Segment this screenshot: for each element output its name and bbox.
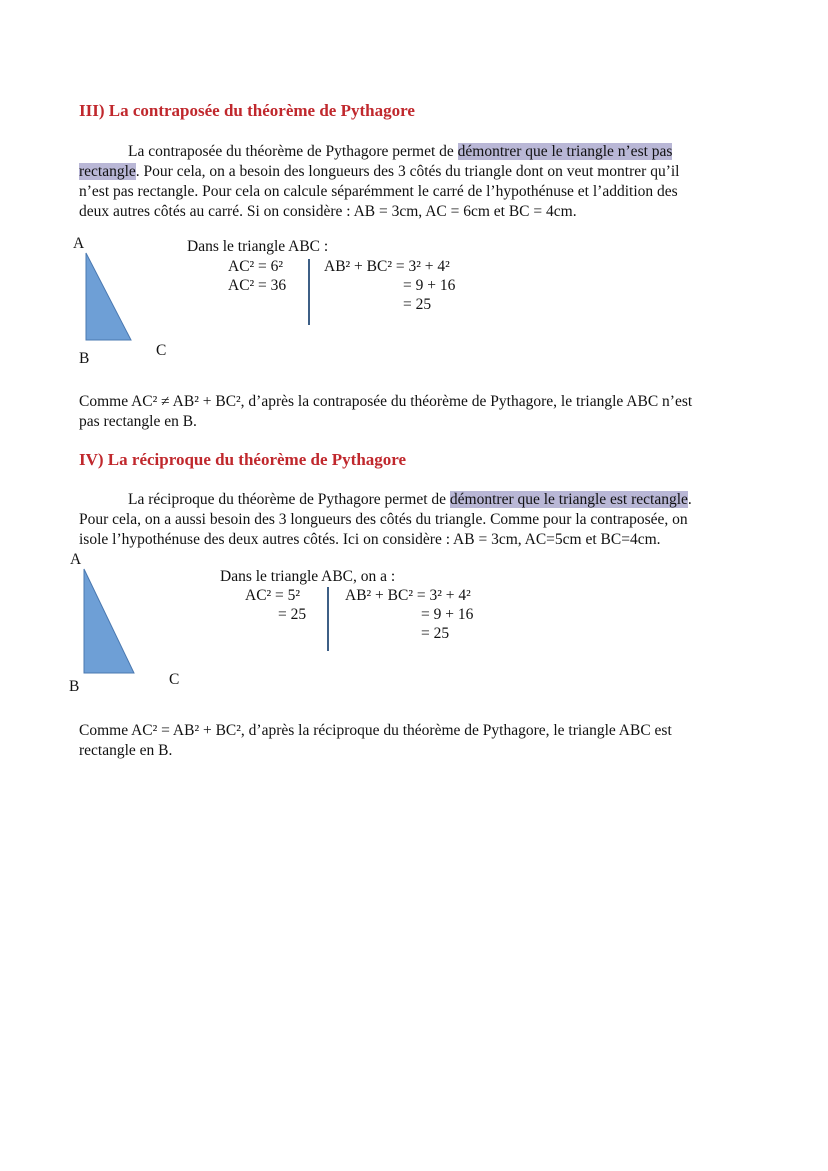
calc-right-line-2: = 9 + 16 — [403, 277, 456, 294]
section-4-heading: IV) La réciproque du théorème de Pythagore — [79, 450, 407, 469]
calc-right-line-3: = 25 — [403, 296, 432, 313]
intro-text: . — [687, 491, 692, 508]
intro-line-1 — [79, 490, 749, 510]
calc-left-line-1: AC² = 5² — [245, 587, 301, 604]
vertex-label-c: C — [156, 342, 167, 359]
calc-title: Dans le triangle ABC, on a : — [220, 568, 396, 585]
calc-divider — [327, 587, 329, 651]
calc-right-line-1: AB² + BC² = 3² + 4² — [324, 258, 450, 275]
intro-line-1 — [79, 142, 749, 162]
intro-text: . Pour cela, on a besoin des longueurs des 3 côtés du triangle dont on veut montrer qu’il — [135, 163, 680, 180]
triangle-shape — [86, 253, 131, 340]
vertex-label-a: A — [73, 235, 85, 252]
calc-left-line-2: = 25 — [278, 606, 307, 623]
calc-title: Dans le triangle ABC : — [187, 238, 329, 255]
intro-text: La réciproque du théorème de Pythagore permet de — [128, 491, 450, 508]
calc-left-line-2: AC² = 36 — [228, 277, 287, 294]
highlighted-text: rectangle — [79, 163, 136, 180]
triangle-shape — [84, 569, 134, 673]
intro-line-2 — [79, 162, 749, 182]
calc-right-line-3: = 25 — [421, 625, 450, 642]
calc-right-line-1: AB² + BC² = 3² + 4² — [345, 587, 471, 604]
vertex-label-b: B — [69, 678, 80, 695]
intro-line-2: Pour cela, on a aussi besoin des 3 longueurs des côtés du triangle. Comme pour la contraposée, on — [79, 511, 688, 528]
section-3-conclusion — [79, 392, 749, 432]
highlighted-text: démontrer que le triangle est rectangle — [449, 491, 688, 508]
section-4-intro — [79, 490, 749, 550]
section-3-intro — [79, 142, 749, 222]
right-triangle-figure — [84, 252, 134, 342]
calc-right-line-2: = 9 + 16 — [421, 606, 474, 623]
conclusion-line-1: Comme AC² ≠ AB² + BC², d’après la contraposée du théorème de Pythagore, le triangle ABC n’est — [79, 393, 693, 410]
calc-left-line-1: AC² = 6² — [228, 258, 284, 275]
conclusion-line-1: Comme AC² = AB² + BC², d’après la réciproque du théorème de Pythagore, le triangle ABC est — [79, 722, 672, 739]
highlighted-text: démontrer que le triangle n’est pas — [457, 143, 673, 160]
calc-divider — [308, 259, 310, 325]
vertex-label-b: B — [79, 350, 90, 367]
intro-line-3: n’est pas rectangle. Pour cela on calcule séparémment le carré de l’hypothénuse et l’addition des — [79, 183, 678, 200]
section-3-heading: III) La contraposée du théorème de Pythagore — [79, 101, 415, 120]
intro-line-4: deux autres côtés au carré. Si on considère : AB = 3cm, AC = 6cm et BC = 4cm. — [79, 203, 577, 220]
intro-line-3: isole l’hypothénuse des deux autres côtés. Ici on considère : AB = 3cm, AC=5cm et BC=4cm. — [79, 531, 661, 548]
conclusion-line-2: pas rectangle en B. — [79, 413, 197, 430]
intro-text: La contraposée du théorème de Pythagore permet de — [128, 143, 458, 160]
section-4-conclusion — [79, 721, 749, 761]
conclusion-line-2: rectangle en B. — [79, 742, 173, 759]
vertex-label-a: A — [70, 551, 82, 568]
vertex-label-c: C — [169, 671, 180, 688]
right-triangle-figure — [82, 568, 138, 676]
